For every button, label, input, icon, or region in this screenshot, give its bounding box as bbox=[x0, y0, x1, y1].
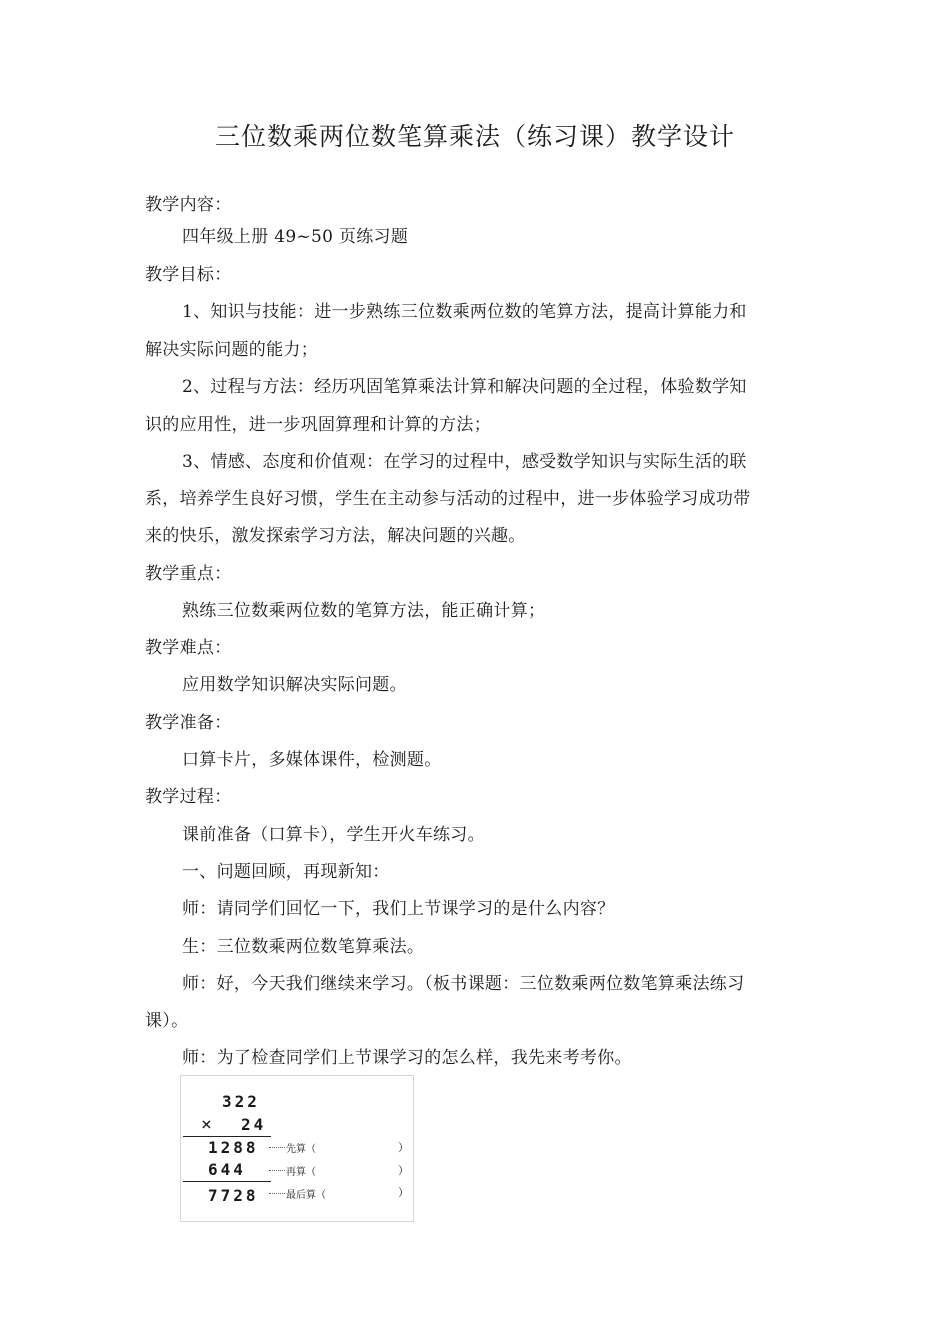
close-paren-3: ） bbox=[398, 1186, 409, 1199]
goal-3-line-3: 来的快乐，激发探索学习方法，解决问题的兴趣。 bbox=[145, 526, 526, 546]
goal-2-line-1: 2、过程与方法：经历巩固笔算乘法计算和解决问题的全过程，体验数学知 bbox=[182, 377, 747, 397]
goal-3-line-1: 3、情感、态度和价值观：在学习的过程中，感受数学知识与实际生活的联 bbox=[182, 452, 747, 472]
goal-3-line-2: 系，培养学生良好习惯，学生在主动参与活动的过程中，进一步体验学习成功带 bbox=[145, 489, 751, 509]
paragraph-warmup: 课前准备（口算卡），学生开火车练习。 bbox=[182, 825, 485, 845]
dialogue-teacher-2-line-2: 课）。 bbox=[145, 1011, 189, 1031]
heading-teaching-content: 教学内容： bbox=[145, 195, 232, 215]
goal-1-line-1: 1、知识与技能：进一步熟练三位数乘两位数的笔算方法，提高计算能力和 bbox=[182, 302, 747, 322]
leader-dots-1 bbox=[269, 1147, 285, 1148]
document-title: 三位数乘两位数笔算乘法（练习课）教学设计 bbox=[214, 122, 735, 151]
heading-difficulties: 教学难点： bbox=[145, 638, 232, 658]
label-first-step: 先算（ bbox=[286, 1144, 316, 1155]
dialogue-teacher-2-line-1: 师：好，今天我们继续来学习。（板书课题：三位数乘两位数笔算乘法练习 bbox=[182, 974, 745, 994]
paragraph-difficulties: 应用数学知识解决实际问题。 bbox=[182, 675, 407, 695]
paragraph-preparation: 口算卡片，多媒体课件，检测题。 bbox=[182, 750, 442, 770]
heading-key-points: 教学重点： bbox=[145, 564, 232, 584]
paragraph-content: 四年级上册 49~50 页练习题 bbox=[182, 227, 409, 247]
multiplication-figure bbox=[180, 1075, 414, 1222]
rule-line-1 bbox=[183, 1136, 271, 1137]
heading-preparation: 教学准备： bbox=[145, 713, 232, 733]
goal-1-line-2: 解决实际问题的能力； bbox=[145, 340, 318, 360]
partial-product-2: 644 bbox=[208, 1160, 246, 1179]
heading-teaching-goals: 教学目标： bbox=[145, 265, 232, 285]
dialogue-teacher-1: 师：请同学们回忆一下，我们上节课学习的是什么内容？ bbox=[182, 899, 615, 919]
close-paren-1: ） bbox=[398, 1141, 409, 1154]
paragraph-key-points: 熟练三位数乘两位数的笔算方法，能正确计算； bbox=[182, 601, 546, 621]
label-second-step: 再算（ bbox=[286, 1167, 316, 1178]
leader-dots-2 bbox=[269, 1170, 285, 1171]
multiply-sign: × bbox=[201, 1114, 215, 1135]
leader-dots-3 bbox=[269, 1193, 285, 1194]
goal-2-line-2: 识的应用性，进一步巩固算理和计算的方法； bbox=[145, 415, 491, 435]
close-paren-2: ） bbox=[398, 1164, 409, 1177]
partial-product-1: 1288 bbox=[208, 1138, 259, 1157]
section-one-heading: 一、问题回顾，再现新知： bbox=[182, 862, 390, 882]
multiplier: 24 bbox=[241, 1115, 267, 1134]
label-last-step: 最后算（ bbox=[286, 1190, 326, 1201]
dialogue-teacher-3: 师：为了检查同学们上节课学习的怎么样，我先来考考你。 bbox=[182, 1048, 632, 1068]
heading-process: 教学过程： bbox=[145, 787, 232, 807]
multiplicand: 322 bbox=[222, 1092, 260, 1111]
final-product: 7728 bbox=[208, 1186, 259, 1205]
rule-line-2 bbox=[183, 1181, 271, 1182]
dialogue-student-1: 生：三位数乘两位数笔算乘法。 bbox=[182, 937, 425, 957]
